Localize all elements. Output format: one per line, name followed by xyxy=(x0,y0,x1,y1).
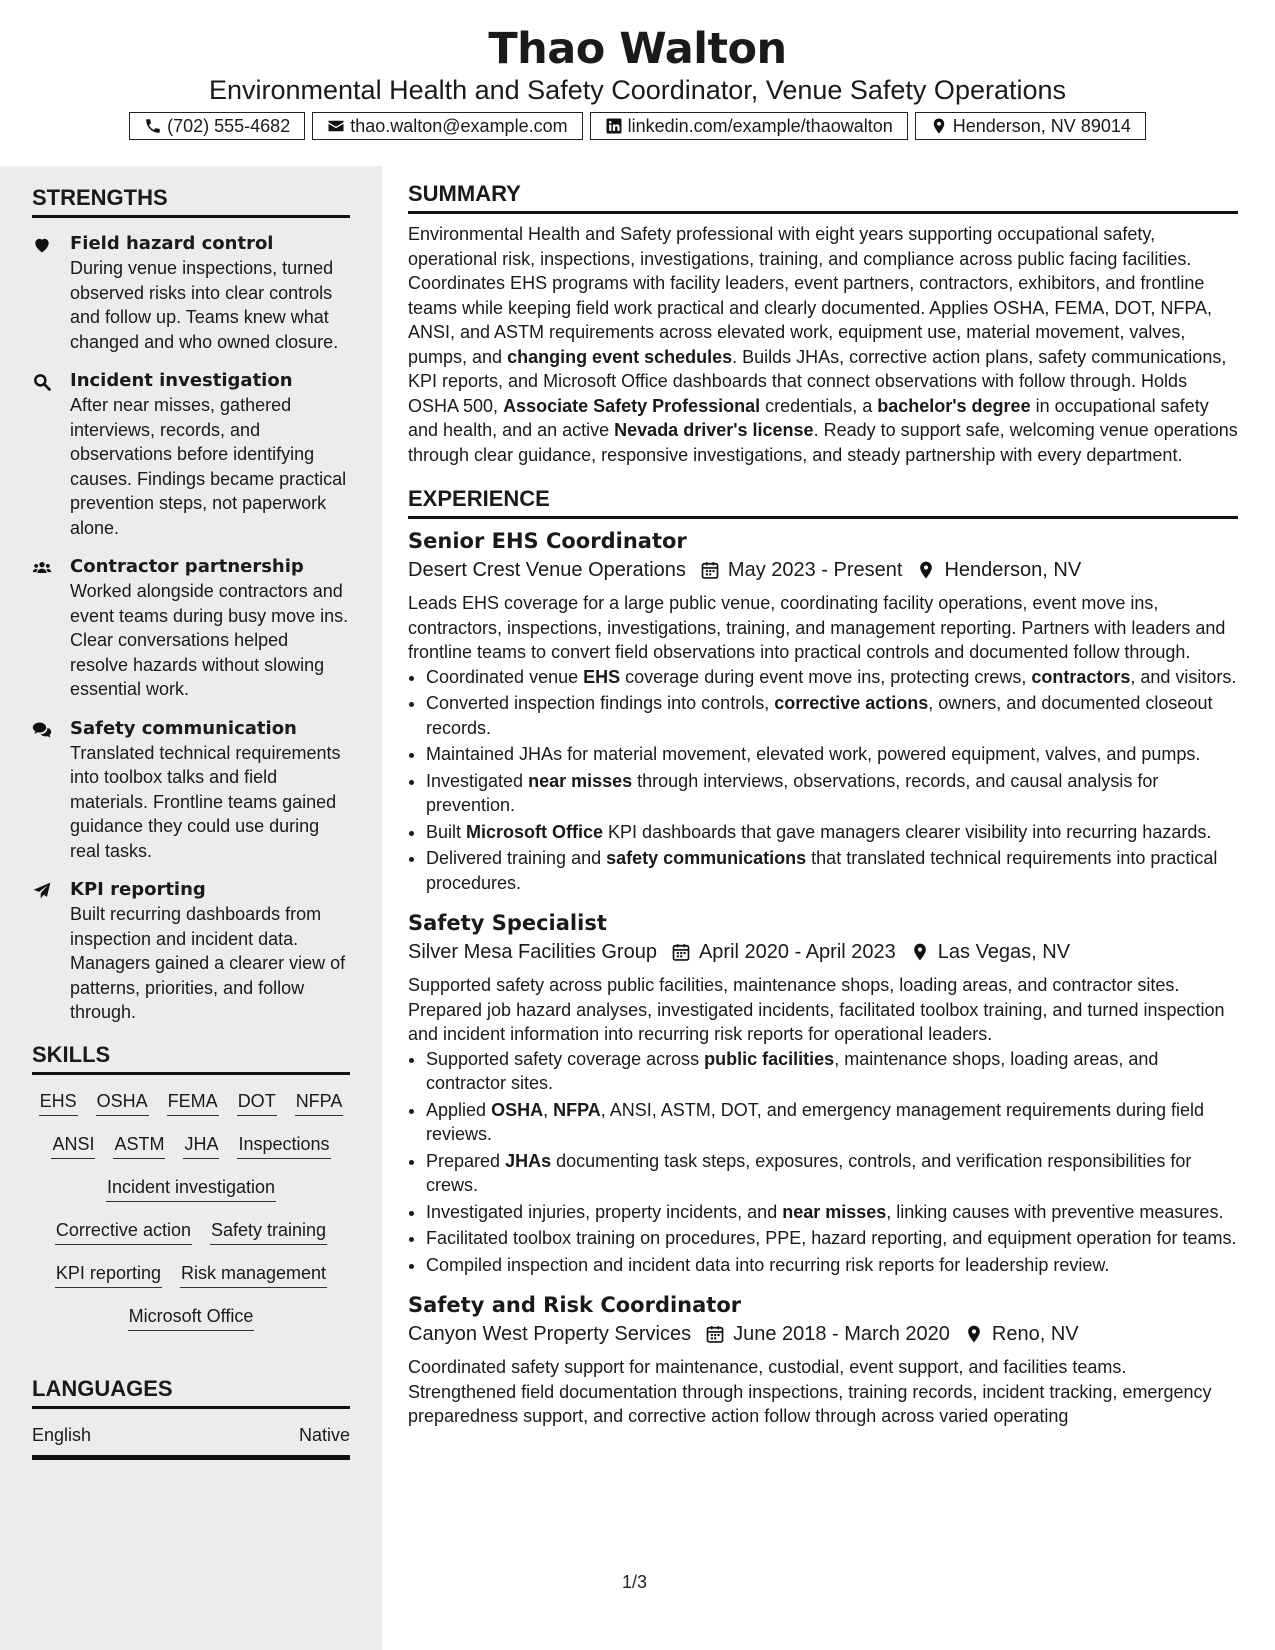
text-run: Coordinated venue xyxy=(426,666,584,687)
text-run: through interviews, observations, records, and causal analysis for prevention. xyxy=(426,770,1159,815)
strength-desc: During venue inspections, turned observed risks into clear controls and follow up. Teams knew what changed and who owned closure. xyxy=(70,258,339,352)
sidebar xyxy=(0,166,382,1650)
contact-email-text: thao.walton@example.com xyxy=(350,115,568,136)
languages-heading: LANGUAGES xyxy=(32,1375,350,1409)
text-run: . Ready to support safe, welcoming venue operations through clear guidance, responsive investigations, and steady partnership with every department. xyxy=(408,420,1238,465)
heart-icon xyxy=(32,235,52,255)
search-icon xyxy=(32,372,52,392)
text-run: , linking causes with preventive measures. xyxy=(886,1201,1224,1222)
skill-tag: EHS xyxy=(39,1089,78,1116)
bold-phrase: bachelor's degree xyxy=(877,395,1031,416)
contact-location xyxy=(915,112,1146,140)
bullet-item xyxy=(426,665,1238,690)
bold-phrase: Associate Safety Professional xyxy=(503,395,761,416)
calendar-icon xyxy=(705,1324,725,1344)
text-run: KPI dashboards that gave managers clearer visibility into recurring hazards. xyxy=(603,821,1212,842)
language-name: English xyxy=(32,1424,92,1445)
candidate-name: Thao Walton xyxy=(488,24,787,74)
strength-item xyxy=(32,555,350,702)
page-number: 1/3 xyxy=(622,1572,648,1592)
phone-icon xyxy=(144,117,162,135)
text-run: , xyxy=(543,1099,554,1120)
skill-tag: Incident investigation xyxy=(106,1175,276,1202)
text-run: , ANSI, ASTM, DOT, and emergency management requirements during field reviews. xyxy=(426,1099,1205,1144)
job-meta xyxy=(408,937,1238,967)
bold-phrase: OSHA xyxy=(491,1099,544,1120)
linkedin-icon xyxy=(605,117,623,135)
job-title: Safety Specialist xyxy=(408,911,607,935)
text-run: Delivered training and xyxy=(426,848,607,868)
map-pin-icon xyxy=(930,117,948,135)
bold-phrase: near misses xyxy=(528,770,633,791)
bullet-item xyxy=(426,1200,1238,1225)
contact-phone[interactable] xyxy=(129,112,305,140)
job-meta xyxy=(408,555,1238,585)
strengths-heading: STRENGTHS xyxy=(32,184,350,218)
job-entry xyxy=(408,527,1238,895)
bold-phrase: JHAs xyxy=(505,1150,552,1171)
skill-tag: ASTM xyxy=(113,1132,165,1159)
strength-title: Incident investigation xyxy=(70,370,293,391)
bullet-item xyxy=(426,1098,1238,1147)
skill-tag: Risk management xyxy=(180,1261,327,1288)
bold-phrase: safety communications xyxy=(606,848,807,868)
job-entry xyxy=(408,1291,1238,1429)
text-run: in occupational safety and health, and an active xyxy=(408,395,1209,440)
job-meta xyxy=(408,1319,1238,1349)
text-run: . Builds JHAs, corrective action plans, safety communications, KPI reports, and Microsoft Office dashboards that connect observations with follow through. Holds OSHA 500, xyxy=(408,346,1227,416)
job-entry xyxy=(408,909,1238,1277)
job-location: Henderson, NV xyxy=(944,559,1082,581)
skill-tag: ANSI xyxy=(51,1132,95,1159)
paper-plane-icon xyxy=(32,881,52,901)
calendar-icon xyxy=(700,560,720,580)
text-run: Investigated xyxy=(426,770,529,791)
contact-phone-text: (702) 555-4682 xyxy=(167,115,291,136)
strength-title: Safety communication xyxy=(70,717,297,739)
skill-tag: NFPA xyxy=(295,1089,344,1116)
job-title: Senior EHS Coordinator xyxy=(408,529,687,553)
skill-tag: KPI reporting xyxy=(55,1261,162,1288)
contact-location-text: Henderson, NV 89014 xyxy=(952,115,1131,136)
job-dates: June 2018 - March 2020 xyxy=(733,1323,950,1345)
strength-desc: After near misses, gathered interviews, records, and observations before identifying causes. Findings became practical prevention steps, not paperwork alone. xyxy=(70,395,347,538)
bullet-item xyxy=(426,769,1238,818)
text-run: , owners, and documented closeout records. xyxy=(426,693,1213,738)
skill-tag: Inspections xyxy=(237,1132,330,1159)
bold-phrase: Nevada driver's license xyxy=(614,420,814,440)
job-description: Coordinated safety support for maintenance, custodial, event support, and facilities teams. Strengthened field documentation through inspections, training records, incident tracking, emergency preparedness support, and corrective action follow through across varied operating xyxy=(408,1357,1212,1426)
map-pin-icon xyxy=(964,1324,984,1344)
bullet-item xyxy=(426,691,1238,740)
strength-desc: Built recurring dashboards from inspection and incident data. Managers gained a clearer view of patterns, priorities, and follow through. xyxy=(70,904,346,1022)
text-run: Applied xyxy=(426,1099,492,1120)
strength-item xyxy=(32,369,350,540)
bullet-item xyxy=(426,1226,1238,1251)
skill-tag: JHA xyxy=(183,1132,219,1159)
job-company: Desert Crest Venue Operations xyxy=(408,559,686,581)
strength-desc: Translated technical requirements into toolbox talks and field materials. Frontline teams gained guidance they could use during real tasks. xyxy=(70,742,341,861)
map-pin-icon xyxy=(910,942,930,962)
job-description: Supported safety across public facilities, maintenance shops, loading areas, and contractor sites. Prepared job hazard analyses, investigated incidents, facilitated toolbox training, and turned inspection and incident information into recurring risk reports for operational leaders. xyxy=(408,975,1225,1044)
strength-item xyxy=(32,232,350,354)
text-run: Prepared xyxy=(426,1150,506,1171)
text-run: that translated technical requirements into practical procedures. xyxy=(426,848,1218,893)
language-item xyxy=(32,1423,350,1460)
text-run: Investigated injuries, property incidents, and xyxy=(426,1201,783,1222)
text-run: , maintenance shops, loading areas, and contractor sites. xyxy=(426,1048,1159,1093)
skills-list xyxy=(32,1089,350,1331)
text-run: Built xyxy=(426,821,467,842)
contact-linkedin-text: linkedin.com/example/thaowalton xyxy=(627,115,893,136)
candidate-title: Environmental Health and Safety Coordinator, Venue Safety Operations xyxy=(208,75,1067,105)
text-run: Maintained JHAs for material movement, elevated work, powered equipment, valves, and pumps. xyxy=(426,744,1201,764)
text-run: Converted inspection findings into controls, xyxy=(426,693,775,713)
skill-tag: Corrective action xyxy=(55,1218,192,1245)
bold-phrase: NFPA xyxy=(553,1099,601,1120)
strength-title: Field hazard control xyxy=(70,233,274,254)
comments-icon xyxy=(32,720,52,740)
contact-email[interactable] xyxy=(312,112,582,140)
envelope-icon xyxy=(327,117,345,135)
job-dates: May 2023 - Present xyxy=(727,559,903,581)
job-title: Safety and Risk Coordinator xyxy=(408,1293,742,1317)
bold-phrase: EHS xyxy=(583,666,621,687)
bold-phrase: contractors xyxy=(1031,666,1131,687)
text-run: , and visitors. xyxy=(1130,666,1237,687)
text-run: documenting task steps, exposures, controls, and verification responsibilities for crews. xyxy=(426,1150,1192,1195)
map-pin-icon xyxy=(916,560,936,580)
bold-phrase: near misses xyxy=(782,1201,887,1222)
skill-tag: Safety training xyxy=(210,1218,327,1245)
job-company: Silver Mesa Facilities Group xyxy=(408,941,657,963)
language-level: Native xyxy=(298,1424,350,1445)
job-location: Las Vegas, NV xyxy=(937,941,1071,963)
text-run: Supported safety coverage across xyxy=(426,1048,705,1069)
strength-item xyxy=(32,878,350,1025)
text-run: Facilitated toolbox training on procedures, PPE, hazard reporting, and equipment operation for teams. xyxy=(426,1228,1237,1248)
bullet-item xyxy=(426,1253,1238,1278)
contact-bar xyxy=(0,112,1275,140)
bold-phrase: public facilities xyxy=(704,1048,835,1069)
text-run: Environmental Health and Safety professional with eight years supporting occupational safety, operational risk, inspections, investigations, training, and compliance across public facing facilities. Coordinates EHS programs with facility leaders, event partners, contractors, exhibitors, and frontline teams while keeping field work practical and clearly documented. Applies OSHA, FEMA, DOT, NFPA, ANSI, and ASTM requirements across elevated work, equipment use, material movement, valves, pumps, and xyxy=(408,224,1212,367)
strength-desc: Worked alongside contractors and event teams during busy move ins. Clear conversations helped resolve hazards without slowing essential work. xyxy=(70,581,349,699)
skill-tag: DOT xyxy=(237,1089,277,1116)
users-icon xyxy=(32,558,52,578)
strength-item xyxy=(32,717,350,864)
text-run: credentials, a xyxy=(760,395,878,416)
contact-linkedin[interactable] xyxy=(590,112,908,140)
summary-text xyxy=(408,222,1238,467)
bold-phrase: Microsoft Office xyxy=(466,821,604,842)
job-location: Reno, NV xyxy=(991,1323,1079,1345)
bold-phrase: corrective actions xyxy=(774,693,929,713)
job-description: Leads EHS coverage for a large public venue, coordinating facility operations, event move ins, contractors, inspections, investigations, training, and management reporting. Partners with leaders and frontline teams to convert field observations into practical controls and documented follow through. xyxy=(408,593,1226,662)
main-content xyxy=(408,180,1238,1429)
bullet-item xyxy=(426,1149,1238,1198)
skill-tag: FEMA xyxy=(167,1089,219,1116)
skill-tag: OSHA xyxy=(96,1089,149,1116)
text-run: Compiled inspection and incident data into recurring risk reports for leadership review. xyxy=(426,1254,1110,1275)
summary-heading: SUMMARY xyxy=(408,180,1238,214)
strength-title: KPI reporting xyxy=(70,879,206,900)
skill-tag: Microsoft Office xyxy=(128,1304,255,1331)
calendar-icon xyxy=(671,942,691,962)
bullet-item xyxy=(426,1047,1238,1096)
skills-heading: SKILLS xyxy=(32,1041,350,1075)
bold-phrase: changing event schedules xyxy=(507,346,733,367)
bullet-item xyxy=(426,742,1238,767)
job-company: Canyon West Property Services xyxy=(408,1323,692,1345)
experience-heading: EXPERIENCE xyxy=(408,485,1238,519)
job-bullets xyxy=(408,1047,1238,1278)
bullet-item xyxy=(426,846,1238,895)
bullet-item xyxy=(426,820,1238,845)
resume-header xyxy=(0,0,1275,140)
strength-title: Contractor partnership xyxy=(70,556,304,577)
job-dates: April 2020 - April 2023 xyxy=(698,941,896,963)
text-run: coverage during event move ins, protecting crews, xyxy=(620,666,1032,687)
job-bullets xyxy=(408,665,1238,896)
